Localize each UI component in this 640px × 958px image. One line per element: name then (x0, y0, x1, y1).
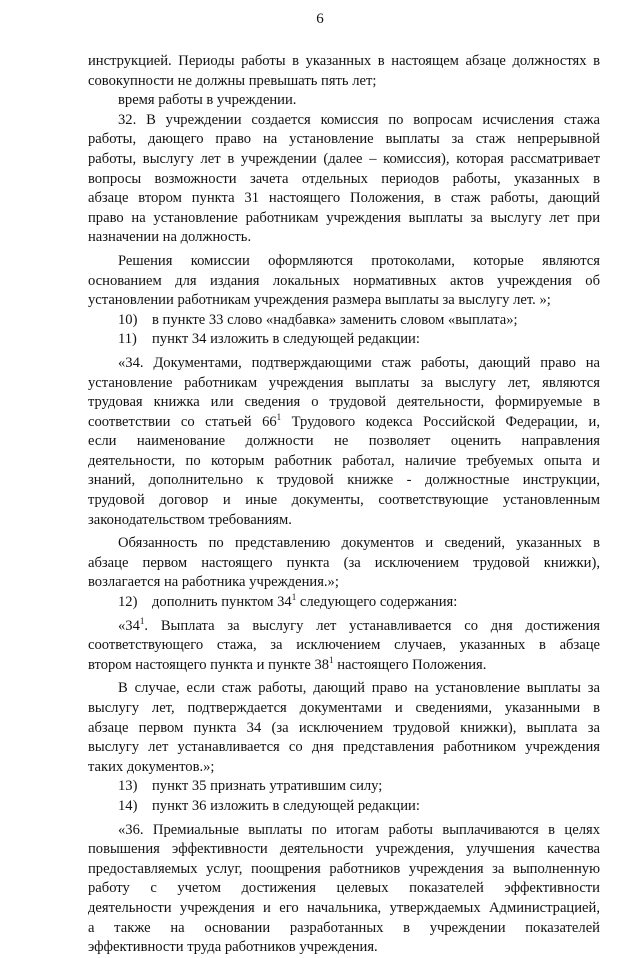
item-number: 14) (118, 797, 138, 814)
page-number: 6 (316, 11, 324, 27)
text-span: соответствии со статьей 66 (88, 413, 277, 430)
text-line: «36. Премиальные выплаты по итогам работы выплачиваются в целях (118, 821, 600, 838)
text-line: знаний, дополнительно к трудовой книжке - должностные инструкции, (88, 472, 600, 489)
item-text (152, 593, 457, 613)
text-line: абзаце первом пункта 34 (за исключением трудовой книжки), выплата за (88, 719, 600, 736)
item-number: 10) (118, 311, 138, 328)
text-span: втором настоящего пункта и пункте 38 (88, 656, 330, 673)
text-span: дополнить пунктом 34 (152, 594, 292, 611)
text-line: вопросы возможности зачета отдельных периодов работы, указанных в (88, 170, 600, 187)
text-line: таких документов.»; (88, 758, 215, 775)
text-line: работы, выслугу лет в учреждении (далее – комиссия), которая рассматривает (88, 150, 600, 167)
item-text: пункт 34 изложить в следующей редакции: (152, 331, 420, 348)
text-line (88, 617, 600, 637)
text-line: В случае, если стаж работы, дающий право на установление выплаты за (118, 680, 600, 697)
superscript: 1 (139, 615, 145, 626)
text-line: трудовой договор и иные документы, соответствующие установленным (88, 492, 600, 509)
text-line: предоставляемых услуг, поощрения работников учреждения за выполненную (88, 860, 600, 877)
text-line: 32. В учреждении создается комиссия по вопросам исчисления стажа (118, 111, 600, 128)
text-line: законодательством требованиям. (88, 511, 292, 528)
text-line: эффективности труда работников учреждения. (88, 939, 378, 956)
text-line: абзаце втором пункта 31 настоящего Положения, в стаж работы, дающий (88, 190, 600, 207)
item-text: пункт 35 признать утратившим силу; (152, 778, 383, 795)
item-number: 12) (118, 594, 138, 611)
item-number: 11) (118, 331, 137, 348)
text-line: назначении на должность. (88, 229, 252, 246)
text-line: Обязанность по представлению документов и сведений, указанных в (118, 535, 600, 552)
text-span: Трудового кодекса Российской Федерации, и, (281, 413, 600, 430)
item-text: в пункте 33 слово «надбавка» заменить словом «выплата»; (152, 311, 518, 328)
document-body (88, 52, 600, 958)
text-line: а также на основании разработанных в учреждении показателей (88, 919, 600, 936)
list-item (88, 330, 600, 350)
text-line: выслугу лет устанавливается со дня представления работником учреждения (88, 739, 600, 756)
text-line: деятельности учреждения и его начальника, утверждаемых Администрацией, (88, 899, 600, 916)
text-span: . Выплата за выслугу лет устанавливается со дня достижения (144, 617, 600, 634)
text-line: деятельности, по которым работник работал, наличие требуемых опыта и (88, 452, 600, 469)
text-line: время работы в учреждении. (118, 92, 297, 109)
text-line: установлении работникам учреждения размера выплаты за выслугу лет. »; (88, 292, 551, 309)
text-line (88, 413, 600, 433)
text-line: соответствующего стажа, за исключением случаев, указанных в абзаце (88, 637, 600, 654)
text-line: абзаце первом настоящего пункта (за исключением трудовой книжки), (88, 554, 600, 571)
text-line: установление работникам учреждения выплаты за выслугу лет, являются (88, 374, 600, 391)
text-line: работы, дающего право на установление выплаты за стаж непрерывной (88, 131, 600, 148)
superscript: 1 (329, 654, 334, 665)
text-line: Решения комиссии оформляются протоколами, которые являются (118, 252, 600, 269)
text-line: совокупности не должны превышать пять лет; (88, 72, 377, 89)
text-line: возлагается на работника учреждения.»; (88, 574, 339, 591)
superscript: 1 (291, 592, 297, 603)
text-span: настоящего Положения. (333, 656, 487, 673)
text-line: выслугу лет, подтверждается документами и сведениями, указанными в (88, 700, 600, 716)
item-text: пункт 36 изложить в следующей редакции: (152, 797, 420, 814)
text-span: следующего содержания: (296, 594, 458, 611)
list-item (88, 777, 600, 797)
superscript: 1 (276, 411, 282, 422)
text-line: работу с учетом достижения целевых показателей эффективности (88, 880, 600, 897)
list-item (88, 593, 600, 613)
text-line: если наименование должности не позволяет оценить направления (88, 433, 600, 450)
list-item (88, 797, 600, 817)
text-line: основанием для издания локальных нормативных актов учреждения об (88, 272, 600, 289)
text-line: «34. Документами, подтверждающими стаж работы, дающий право на (118, 354, 600, 371)
text-span: «34 (118, 617, 140, 634)
text-line: право на установление работникам учреждения выплаты за выслугу лет при (88, 209, 600, 226)
item-number: 13) (118, 778, 138, 795)
text-line: инструкцией. Периоды работы в указанных в настоящем абзаце должностях в (88, 53, 600, 69)
text-line (88, 656, 600, 676)
text-line: повышения эффективности деятельности учреждения, улучшения качества (88, 841, 600, 858)
text-line: трудовая книжка или сведения о трудовой деятельности, формируемые в (88, 394, 600, 411)
list-item (88, 311, 600, 331)
